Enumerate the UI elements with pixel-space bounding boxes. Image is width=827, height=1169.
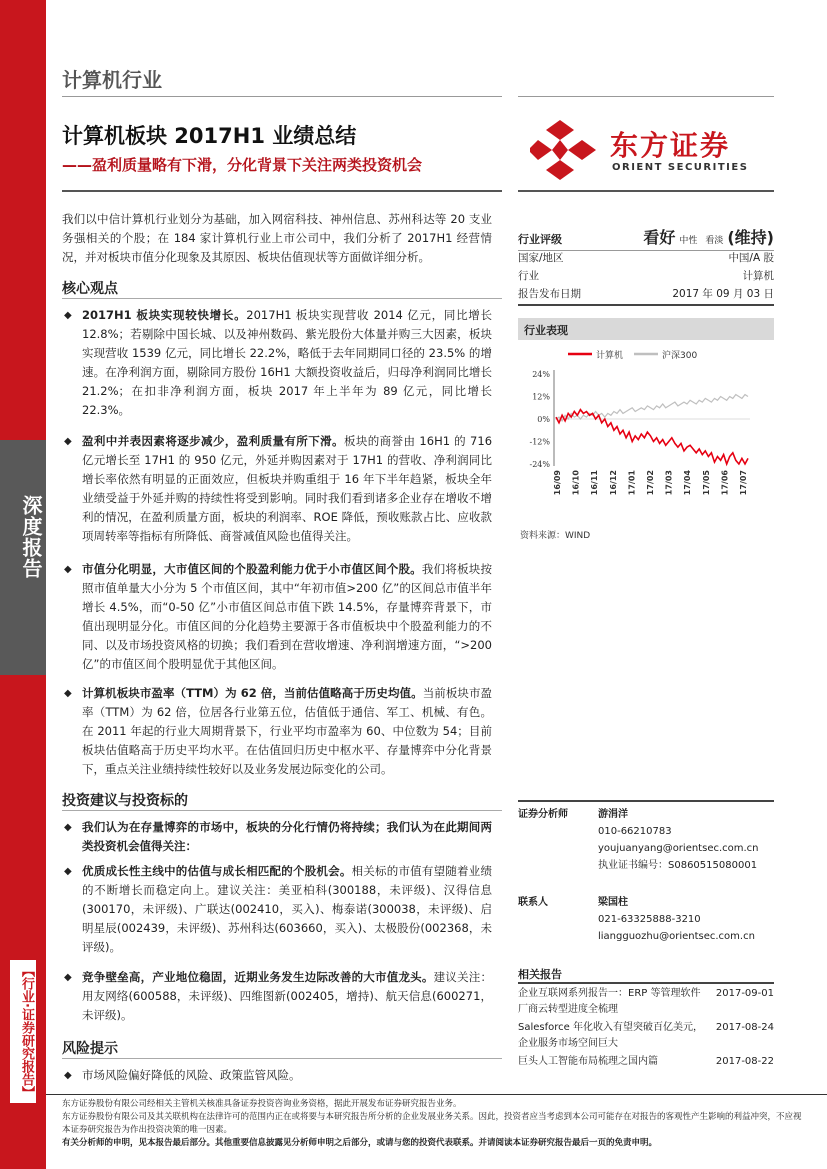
related-item-title[interactable]: 巨头人工智能布局梳理之国内篇 (518, 1056, 658, 1067)
contact-phone: 021-63325888-3210 (598, 914, 701, 925)
analyst-name: 游涓洋 (598, 809, 628, 820)
divider (62, 1058, 502, 1059)
contact-email[interactable]: liangguozhu@orientsec.com.cn (598, 931, 755, 942)
x-tick-label: 17/01 (627, 470, 637, 496)
performance-chart (518, 344, 774, 514)
x-tick-label: 17/02 (646, 470, 655, 496)
invest-point-3 (62, 968, 492, 1025)
invest-point-3-text: 建议关注：用友网络(600588，未评级)、四维图新(002405，增持)、航天信息(600271，未评级)。 (82, 970, 493, 1022)
invest-point-1-highlight: 我们认为在存量博弈的市场中，板块的分化行情仍将持续；我们认为在此期间两类投资机会值得关注： (82, 820, 492, 853)
industry-label: 计算机行业 (62, 68, 162, 92)
related-item-date: 2017-08-24 (715, 1022, 774, 1033)
rating-neutral: 中性 (679, 236, 698, 246)
risk-heading: 风险提示 (62, 1041, 118, 1057)
risk-point-1: ◆ 市场风险偏好降低的风险、政策监管风险。 (62, 1066, 492, 1085)
info-row (518, 250, 774, 268)
related-item-title[interactable]: 企业互联网系列报告一：ERP 等管理软件厂商云转型进度全梳理 (518, 988, 701, 1015)
invest-point-1 (62, 818, 492, 856)
core-point-1 (62, 306, 492, 420)
divider (62, 190, 502, 192)
rating-bearish: 看淡 (705, 236, 724, 246)
invest-point-2-highlight: 优质成长性主线中的估值与成长相匹配的个股机会。 (82, 864, 352, 878)
series-line (556, 410, 748, 464)
analyst-phone: 010-66210783 (598, 826, 672, 837)
info-key: 行业 (518, 270, 539, 282)
core-heading: 核心观点 (62, 281, 118, 297)
related-item-date: 2017-08-22 (715, 1056, 774, 1067)
core-point-2 (62, 432, 492, 546)
rating-maintain: (维持) (727, 228, 774, 247)
info-key: 国家/地区 (518, 252, 564, 264)
deep-report-label: 深度报告 (19, 495, 43, 579)
invest-point-2-text: 相关标的市值有望随着业绩的不断增长而稳定向上。建议关注：美亚柏科(300188，未评级)、汉得信息(300170，未评级)、广联达(002410，买入)、梅泰诺(300038，未评级)、启明星辰(002439，未评级)、苏州科达(603660，买入)、太极股份(002368，未评级)。 (82, 864, 493, 954)
x-tick-label: 16/11 (590, 470, 600, 496)
core-point-4-text: 当前板块市盈率（TTM）为 62 倍，位居各行业第五位，估值低于通信、军工、机械、有色。在 2011 年起的行业大周期背景下，行业平均市盈率为 60、中位数为 54；目前板块估值略高于历史平均水平。在估值回归历史中枢水平、存量博弈中分化背景下，重点关注业绩持续性较好以及业务发展边际变化的公司。 (82, 686, 493, 776)
footer-line-3: 有关分析师的申明，见本报告最后部分。其他重要信息披露见分析师申明之后部分，或请与您的投资代表联系。并请阅读本证券研究报告最后一页的免责申明。 (62, 1138, 658, 1148)
y-tick-label: 24% (532, 370, 550, 379)
core-point-4-highlight: 计算机板块市盈率（TTM）为 62 倍，当前估值略高于历史均值。 (82, 686, 423, 700)
core-point-2-text: 板块的商誉由 16H1 的 716 亿元增长至 17H1 的 950 亿元，外延并购因素对于 17H1 的营收、净利润同比增长率依然有明显的正面效应，但板块并购重组于 16 年下半年趋紧，板块全年业绩受益于外延并购的持续性将受到影响。同时我们看到诸多企业存在增收不增利的情况，在盈利质量方面，板块的利润率、ROE 降低，预收账款占比、应收款项周转率等指标有所降低、商誉减值风险也值得关注。 (82, 434, 493, 543)
legend-label: 计算机 (596, 351, 624, 361)
core-point-1-highlight: 2017H1 板块实现较快增长。 (82, 308, 247, 322)
x-tick-label: 17/05 (701, 470, 711, 496)
core-point-3 (62, 560, 492, 674)
contact-label: 联系人 (518, 897, 548, 908)
logo-en-text: ORIENT SECURITIES (612, 162, 749, 173)
analyst-label: 证券分析师 (518, 809, 568, 820)
page-subtitle: ——盈利质量略有下滑，分化背景下关注两类投资机会 (62, 156, 423, 174)
info-key: 报告发布日期 (518, 288, 581, 300)
rating-value-group (643, 225, 774, 248)
invest-point-2 (62, 862, 492, 957)
x-tick-label: 17/04 (683, 470, 693, 496)
divider (518, 982, 774, 984)
x-tick-label: 16/10 (571, 470, 581, 496)
intro-paragraph: 我们以中信计算机行业划分为基础，加入网宿科技、神州信息、苏州科达等 20 支业务强相关的个股；在 184 家计算机行业上市公司中，我们分析了 2017H1 经营情况，并对板块市值分化现象及其原因、板块估值现状等方面做详细分析。 (62, 212, 492, 264)
core-point-3-highlight: 市值分化明显，大市值区间的个股盈利能力优于小市值区间个股。 (82, 562, 422, 576)
divider (518, 304, 774, 306)
y-tick-label: -24% (529, 460, 550, 469)
x-tick-label: 17/03 (664, 470, 674, 496)
report-series-label: 【行业·证券研究报告】 (10, 960, 36, 1103)
x-tick-label: 16/12 (608, 470, 618, 496)
divider (62, 298, 502, 299)
related-item-date: 2017-09-01 (715, 988, 774, 999)
y-tick-label: 12% (532, 392, 550, 402)
page-title: 计算机板块 2017H1 业绩总结 (62, 124, 357, 148)
core-point-3-text: 我们将板块按照市值单量大小分为 5 个市值区间，其中“年初市值>200 亿”的区间总市值半年增长 4.5%，而“0-50 亿”小市值区间总市值下跌 14.5%，存量博弈背景下，市值出现明显分化。市值区间的分化趋势主要源于各市值板块中个股盈利能力的不同、以及市场投资风格的切换；我们看到在营收增速、净利润增速方面，“>200 亿”的市值区间个股明显优于其他区间。 (82, 562, 493, 671)
divider (518, 96, 774, 97)
rating-value: 看好 (643, 228, 676, 247)
invest-point-3-highlight: 竞争壁垒高，产业地位稳固，近期业务发生边际改善的大市值龙头。 (82, 970, 434, 984)
footer-line-2: 东方证券股份有限公司及其关联机构在法律许可的范围内正在或将要与本研究报告所分析的企业发展业务关系。因此，投资者应当考虑到本公司可能存在对报告的客观性产生影响的利益冲突，不应视本证券研究报告为作出投资决策的唯一因素。 (62, 1112, 802, 1135)
divider (518, 190, 774, 192)
logo-cn-text: 东方证券 (610, 129, 731, 162)
info-row (518, 286, 774, 304)
core-point-2-highlight: 盈利中并表因素将逐步减少，盈利质量有所下滑。 (82, 434, 344, 448)
analyst-cert: 执业证书编号：S0860515080001 (598, 860, 758, 871)
chart-source: 资料来源：WIND (520, 531, 591, 541)
chart-title: 行业表现 (518, 318, 774, 340)
invest-heading: 投资建议与投资标的 (62, 793, 188, 809)
divider (518, 800, 774, 802)
rating-row (518, 225, 774, 249)
series-line (556, 395, 748, 421)
info-value: 2017 年 09 月 03 日 (672, 288, 774, 300)
contact-name: 梁国柱 (598, 897, 628, 908)
divider (46, 1094, 827, 1095)
core-point-1-text: 2017H1 板块实现营收 2014 亿元，同比增长 12.8%；若剔除中国长城、以及神州数码、紫光股份大体量并购三大因素，板块实现营收 1539 亿元，同比增长 22.2%，略低于去年同期同口径的 23.5% 的增速。在净利润方面，剔除同方股份 16H1 大额投资收益后，归母净利润同比增长 21.2%；在扣非净利润方面，板块 2017 年上半年为 89 亿元，同比增长 22.3%。 (82, 308, 492, 417)
legend-label: 沪深300 (662, 351, 698, 361)
related-title: 相关报告 (518, 968, 562, 981)
x-tick-label: 17/06 (720, 470, 730, 496)
info-value: 中国/A 股 (728, 252, 774, 264)
info-row (518, 268, 774, 286)
footer-disclaimer (62, 1098, 802, 1150)
divider (62, 96, 502, 97)
related-item[interactable] (518, 1020, 774, 1052)
analyst-email[interactable]: youjuanyang@orientsec.com.cn (598, 843, 759, 854)
core-point-4 (62, 684, 492, 779)
x-tick-label: 17/07 (739, 470, 748, 496)
footer-line-1: 东方证券股份有限公司经相关主管机关核准具备证券投资咨询业务资格，据此开展发布证券研究报告业务。 (62, 1099, 462, 1109)
y-tick-label: 0% (537, 415, 550, 424)
orient-securities-logo (530, 118, 780, 180)
related-item[interactable] (518, 986, 774, 1018)
sidebar-red-band (0, 0, 46, 440)
related-item-title[interactable]: Salesforce 年化收入有望突破百亿美元，企业服务市场空间巨大 (518, 1022, 703, 1049)
logo-mark-icon (530, 118, 600, 180)
related-item[interactable] (518, 1054, 774, 1070)
rating-label: 行业评级 (518, 233, 562, 246)
y-tick-label: -12% (529, 437, 550, 447)
x-tick-label: 16/09 (553, 470, 562, 496)
divider (62, 810, 502, 811)
info-value: 计算机 (742, 270, 774, 282)
